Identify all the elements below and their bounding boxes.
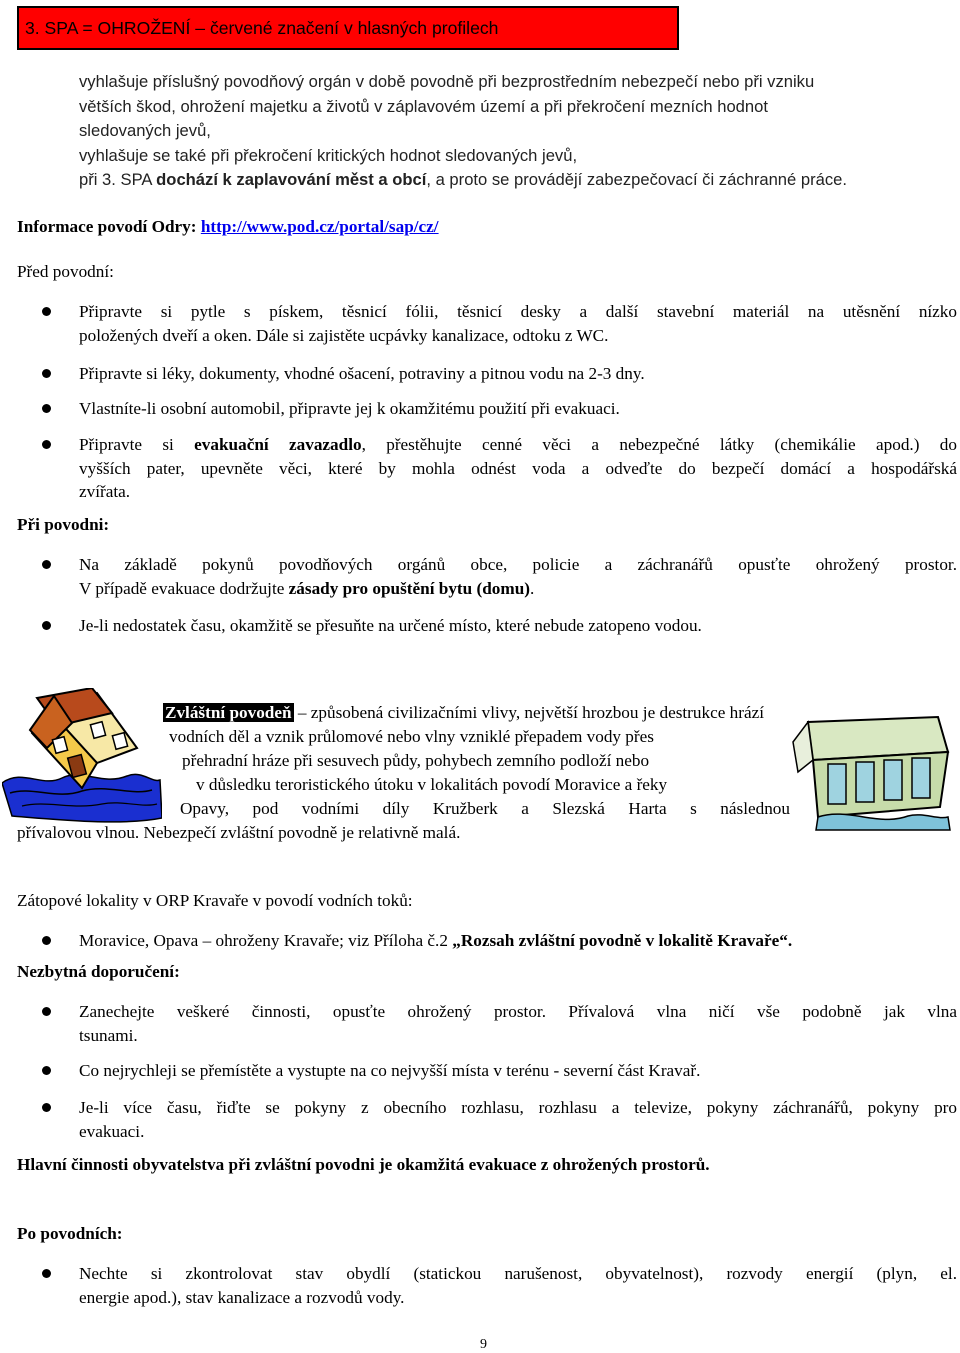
text-run: . (530, 578, 535, 598)
pod-portal-link[interactable]: http://www.pod.cz/portal/sap/cz/ (200, 217, 439, 236)
list-item-text (79, 577, 957, 601)
info-label: Informace povodí Odry: (17, 217, 201, 236)
intro-line: sledovaných jevů, (79, 121, 211, 140)
bullet-icon (42, 440, 51, 449)
special-flood-line: Opavy, pod vodními díly Kružberk a Slezská Harta s následnou (180, 799, 790, 818)
section-banner (17, 6, 679, 50)
list-item (79, 553, 957, 600)
list-item-text: Vlastníte-li osobní automobil, připravte jej k okamžitému použití při evakuaci. (79, 399, 620, 418)
bullet-icon (42, 404, 51, 413)
special-flood-line: v důsledku teroristického útoku v lokalitách povodí Moravice a řeky (196, 775, 668, 794)
bullet-icon (42, 621, 51, 630)
intro-text: při 3. SPA (79, 170, 157, 189)
list-item-text: Nechte si zkontrolovat stav obydlí (statickou narušenost, obyvatelnost), rozvody energií (plyn, el. (79, 1264, 957, 1283)
list-item-text (79, 929, 957, 953)
list-item (79, 929, 957, 953)
intro-paragraph (79, 70, 959, 193)
bullet-icon (42, 560, 51, 569)
bullet-icon (42, 1007, 51, 1016)
list-item-text: Připravte si pytle s pískem, těsnicí fólii, těsnicí desky a další stavební materiál na utěsnění nízko (79, 302, 957, 321)
list-item (79, 1096, 957, 1143)
list-item (79, 1262, 957, 1309)
during-heading: Při povodni: (17, 515, 110, 534)
list-item-text: vyšších pater, upevněte věci, které by mohla odnést voda a odveďte do bezpečí domácí a hospodářská (79, 458, 957, 478)
text-run: Připravte si (79, 435, 195, 454)
list-item-text: položených dveří a oken. Dále si zajistěte ucpávky kanalizace, odtoku z WC. (79, 325, 609, 345)
special-flood-line: přehradní hráze při sesuvech půdy, pohybech zemního podloží nebo (182, 751, 650, 770)
list-item-text: energie apod.), stav kanalizace a rozvodů vody. (79, 1287, 405, 1307)
bullet-icon (42, 307, 51, 316)
recommend-heading: Nezbytná doporučení: (17, 962, 180, 981)
list-item (79, 433, 957, 504)
banner-title: 3. SPA = OHROŽENÍ – červené značení v hlasných profilech (25, 18, 499, 38)
bullet-icon (42, 1066, 51, 1075)
text-run: , přestěhujte cenné věci a nebezpečné látky (chemikálie apod.) do (361, 435, 957, 454)
list-item-text (79, 433, 957, 457)
list-item (79, 1000, 957, 1047)
bullet-icon (42, 936, 51, 945)
list-item (79, 362, 957, 386)
flooded-house-icon (2, 688, 162, 823)
recommend-summary: Hlavní činnosti obyvatelstva při zvláštní povodni je okamžitá evakuace z ohrožených prostorů. (17, 1155, 710, 1174)
broken-dam-icon (788, 712, 956, 832)
special-flood-term: Zvláštní povodeň (165, 703, 292, 722)
intro-bold-text: dochází k zaplavování měst a obcí (156, 170, 427, 189)
intro-text: , a proto se provádějí zabezpečovací či záchranné práce. (426, 170, 847, 189)
list-item-text: Co nejrychleji se přemístěte a vystupte na co nejvyšší místa v terénu - severní část Kravař. (79, 1061, 701, 1080)
intro-line: vyhlašuje se také při překročení kritických hodnot sledovaných jevů, (79, 145, 578, 165)
list-item-text: zvířata. (79, 482, 131, 501)
page-number: 9 (480, 1337, 487, 1352)
special-flood-line: přívalovou vlnou. Nebezpečí zvláštní povodně je relativně malá. (17, 823, 461, 842)
list-item (79, 300, 957, 347)
intro-line: větších škod, ohrožení majetku a životů v záplavovém území a při překročení mezních hodnot (79, 96, 768, 116)
list-item-text: evakuaci. (79, 1121, 145, 1141)
intro-line: vyhlašuje příslušný povodňový orgán v době povodně při bezprostředním nebezpečí nebo při vzniku (79, 72, 815, 91)
list-item (79, 1059, 957, 1083)
zones-heading: Zátopové lokality v ORP Kravaře v povodí vodních toků: (17, 891, 413, 910)
special-flood-line (163, 701, 958, 725)
list-item-text: Na základě pokynů povodňových orgánů obce, policie a záchranářů opusťte ohrožený prostor. (79, 555, 957, 574)
before-heading: Před povodní: (17, 262, 114, 281)
special-flood-text: – způsobená civilizačními vlivy, největší hrozbou je destrukce hrází (293, 703, 764, 722)
bullet-icon (42, 1269, 51, 1278)
bold-run: zásady pro opuštění bytu (domu) (288, 578, 530, 598)
bold-run: „Rozsah zvláštní povodně v lokalitě Kravaře“. (452, 931, 793, 950)
info-line (17, 217, 439, 237)
list-item (79, 614, 957, 638)
bold-run: evakuační zavazadlo (194, 435, 362, 454)
after-heading: Po povodních: (17, 1224, 123, 1243)
list-item-text: Je-li více času, řiďte se pokyny z obecního rozhlasu, rozhlasu a televize, pokyny záchranářů, pokyny pro (79, 1098, 957, 1117)
text-run: V případě evakuace dodržujte (79, 578, 289, 598)
intro-line (79, 168, 959, 193)
text-run: Moravice, Opava – ohroženy Kravaře; viz Příloha č.2 (79, 931, 453, 950)
list-item-text: Je-li nedostatek času, okamžitě se přesuňte na určené místo, které nebude zatopeno vodou. (79, 616, 702, 635)
special-flood-line: vodních děl a vznik průlomové nebo vlny vzniklé přepadem vody přes (169, 727, 654, 746)
list-item-text: tsunami. (79, 1025, 138, 1045)
list-item-text: Připravte si léky, dokumenty, vhodné ošacení, potraviny a pitnou vodu na 2-3 dny. (79, 364, 645, 383)
list-item (79, 397, 957, 421)
bullet-icon (42, 369, 51, 378)
bullet-icon (42, 1103, 51, 1112)
list-item-text: Zanechejte veškeré činnosti, opusťte ohrožený prostor. Přívalová vlna ničí vše podobně jak vlna (79, 1002, 957, 1021)
